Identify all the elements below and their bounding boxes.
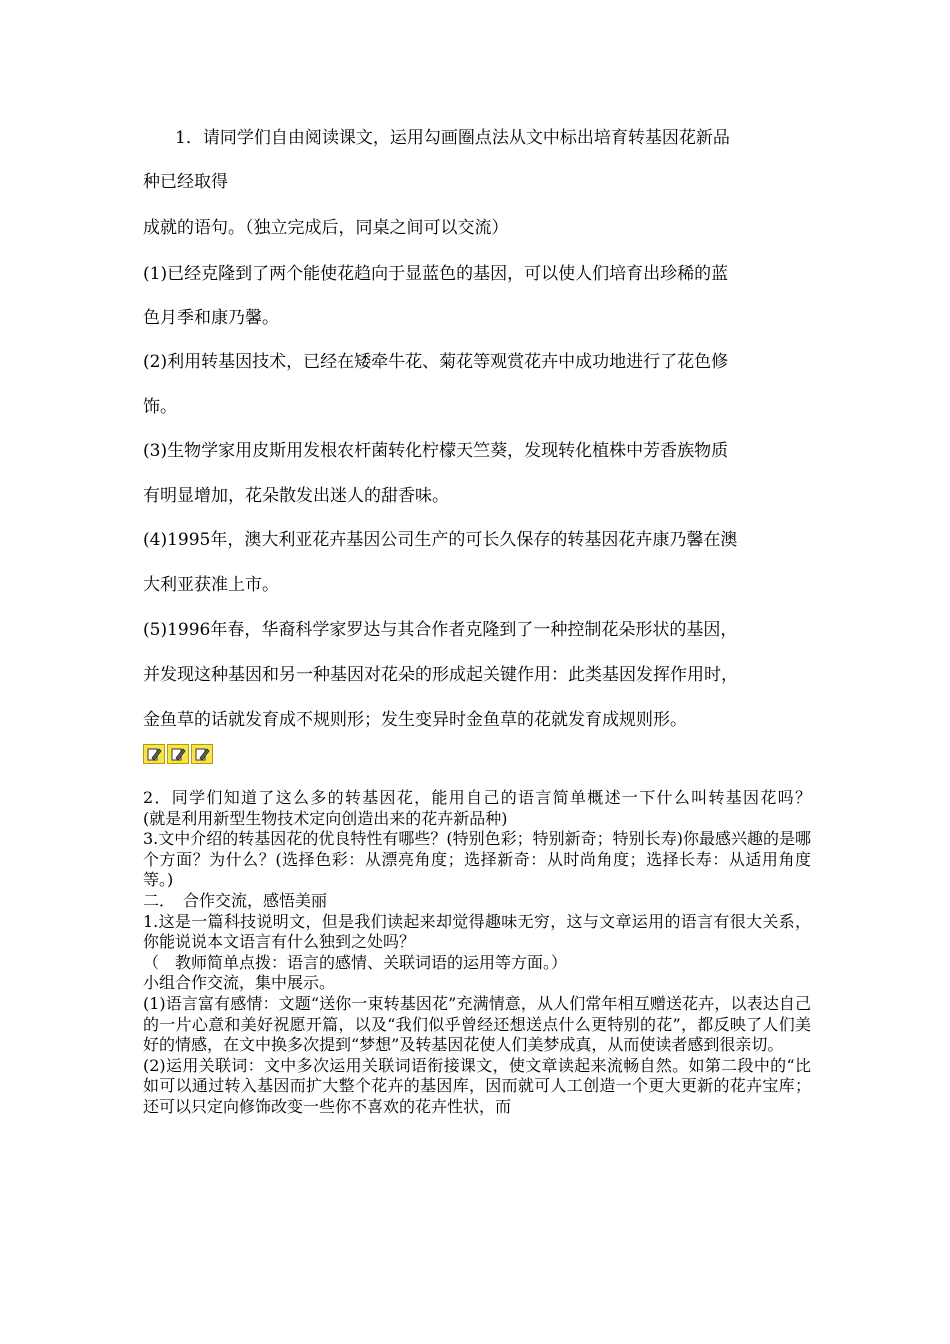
list-item-1-cont: 色月季和康乃馨。 (143, 308, 279, 328)
question-2: 2．同学们知道了这么多的转基因花，能用自己的语言简单概述一下什么叫转基因花吗？ (就是利用新型生物技术定向创造出来的花卉新品种) (143, 788, 844, 828)
section-2-body (143, 788, 844, 1118)
teacher-note: （ 教师简单点拨：语言的感情、关联词语的运用等方面。） (143, 952, 568, 972)
icon-row (143, 744, 213, 766)
list-item-2-cont: 饰。 (143, 397, 177, 417)
question-3: 3.文中介绍的转基因花的优良特性有哪些？(特别色彩；特别新奇；特别长寿)你最感兴趣的是哪个方面？为什么？(选择色彩：从漂亮角度；选择新奇：从时尚角度；选择长寿：从适用角度等。) (143, 829, 811, 890)
pencil-note-icon (167, 744, 189, 764)
list-item-5: (5)1996年春，华裔科学家罗达与其合作者克隆到了一种控制花朵形状的基因， (143, 620, 738, 640)
list-item-4: (4)1995年，澳大利亚花卉基因公司生产的可长久保存的转基因花卉康乃馨在澳 (143, 530, 738, 550)
question-1-line-3: 成就的语句。（独立完成后，同桌之间可以交流） (143, 218, 509, 238)
list-item-3: (3)生物学家用皮斯用发根农杆菌转化柠檬天竺葵，发现转化植株中芳香族物质 (143, 441, 729, 461)
paragraph-conjunctions: (2)运用关联词：文中多次运用关联词语衔接课文，使文章读起来流畅自然。如第二段中的“比如可以通过转入基因而扩大整个花卉的基因库，因而就可人工创造一个更大更新的花卉宝库；还可以只定向修饰改变一些你不喜欢的花卉性状，而 (143, 1055, 811, 1116)
paragraph-language-emotion: (1)语言富有感情：文题“送你一束转基因花”充满情意，从人们常年相互赠送花卉，以表达自己的一片心意和美好祝愿开篇，以及“我们似乎曾经还想送点什么更特别的花”，都反映了人们美好的情感，在文中换多次提到“梦想”及转基因花使人们美梦成真，从而使读者感到很亲切。 (143, 993, 811, 1055)
question-1-line-1: 1．请同学们自由阅读课文，运用勾画圈点法从文中标出培育转基因花新品 (175, 128, 730, 148)
list-item-5-cont-2: 金鱼草的话就发育成不规则形；发生变异时金鱼草的花就发育成规则形。 (143, 710, 687, 730)
list-item-1: (1)已经克隆到了两个能使花趋向于显蓝色的基因，可以使人们培育出珍稀的蓝 (143, 264, 729, 284)
paragraph-1: 1.这是一篇科技说明文，但是我们读起来却觉得趣味无穷，这与文章运用的语言有很大关系，你能说说本文语言有什么独到之处吗？ (143, 911, 811, 952)
list-item-2: (2)利用转基因技术，已经在矮牵牛花、菊花等观赏花卉中成功地进行了花色修 (143, 352, 729, 372)
list-item-5-cont-1: 并发现这种基因和另一种基因对花朵的形成起关键作用：此类基因发挥作用时， (143, 665, 738, 685)
pencil-note-icon (191, 744, 213, 764)
question-1-line-2: 种已经取得 (143, 172, 228, 192)
pencil-note-icon (143, 744, 165, 764)
list-item-4-cont: 大利亚获准上市。 (143, 575, 279, 595)
paragraph-group-work: 小组合作交流，集中展示。 (143, 973, 336, 993)
section-heading: 二． 合作交流，感悟美丽 (143, 890, 328, 910)
list-item-3-cont: 有明显增加，花朵散发出迷人的甜香味。 (143, 486, 449, 506)
